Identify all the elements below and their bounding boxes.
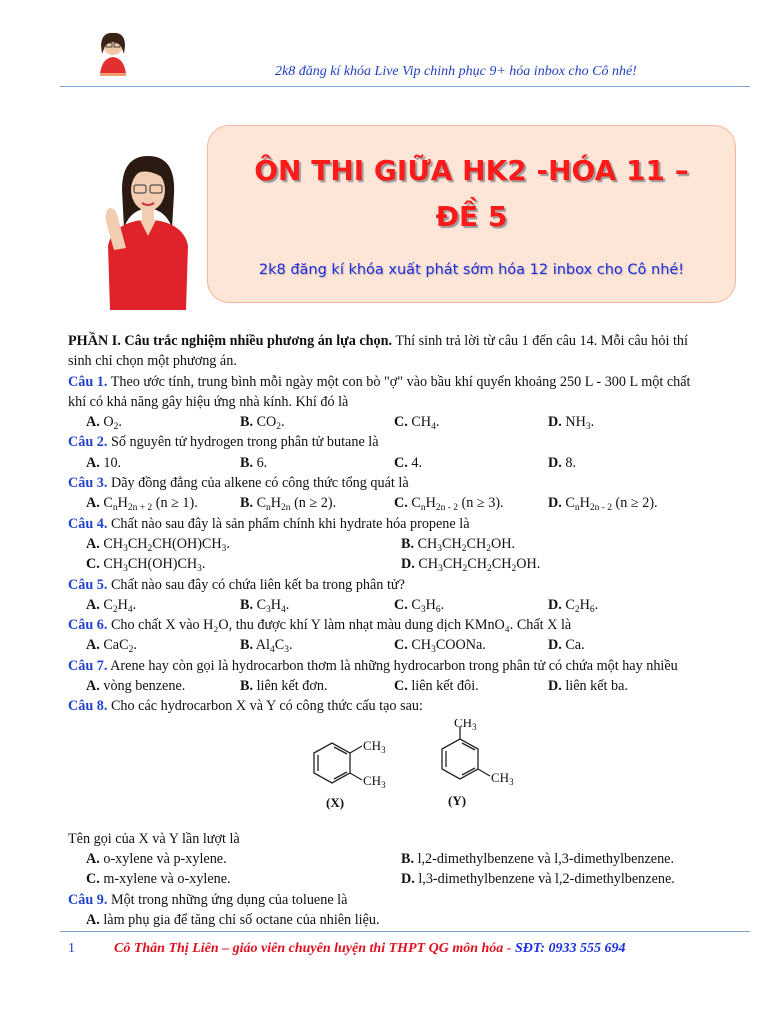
question-text: Một trong những ứng dụng của toluene là	[107, 891, 348, 908]
question-label: Câu 6.	[68, 617, 108, 634]
option-d[interactable]: D. Ca.	[548, 637, 585, 654]
section-heading: PHẦN I. Câu trắc nghiệm nhiều phương án lựa chọn.	[68, 333, 393, 349]
answer-options	[68, 595, 704, 615]
option-c[interactable]: C. liên kết đôi.	[394, 678, 479, 695]
question-1	[68, 372, 704, 413]
header-divider	[60, 86, 750, 87]
option-b[interactable]: B. liên kết đơn.	[240, 678, 328, 695]
footer-credit	[114, 941, 626, 957]
structure-figures	[68, 719, 704, 829]
footer-divider	[60, 931, 750, 932]
question-5	[68, 575, 704, 595]
option-d[interactable]: D. $C_2H_6$.	[548, 596, 599, 615]
question-3	[68, 473, 704, 493]
question-text: Theo ước tính, trung bình mỗi ngày một con bò "ợ" vào bầu khí quyển khoảng 250 L - 300 L một chất khí có khả năng gây hiệu ứng nhà kính. Khí đó là	[68, 373, 691, 410]
option-c[interactable]: C. $C_3H_6$.	[394, 596, 445, 615]
question-6	[68, 615, 704, 635]
title-banner	[207, 125, 736, 303]
question-label: Câu 3.	[68, 475, 108, 492]
option-c[interactable]: C. $CH_3COONa$.	[394, 637, 486, 656]
option-d[interactable]: D. l,3-dimethylbenzene và l,2-dimethylbenzene.	[401, 871, 675, 888]
methyl-label: $CH_3$	[454, 718, 477, 732]
page-number: 1	[68, 941, 75, 956]
question-text: Cho các hydrocarbon X và Y có công thức cấu tạo sau:	[107, 698, 423, 715]
option-c[interactable]: C. $CH_4$.	[394, 414, 440, 433]
option-a[interactable]: A. $C_nH_{2n + 2}$ (n ≥ 1).	[86, 495, 198, 514]
question-text: Arene hay còn gọi là hydrocarbon thơm là những hydrocarbon trong phân tử có chứa một hay nhiều	[107, 657, 678, 674]
exam-title-line1: ÔN THI GIỮA HK2 -HÓA 11 –	[254, 154, 689, 187]
section-intro	[68, 331, 704, 372]
option-b[interactable]: B. l,2-dimethylbenzene và l,3-dimethylbenzene.	[401, 850, 675, 867]
banner-subtitle: 2k8 đăng kí khóa xuất phát sớm hóa 12 inbox cho Cô nhé!	[258, 262, 685, 278]
question-text: Chất nào sau đây là sản phẩm chính khi hydrate hóa propene là	[107, 515, 470, 532]
answer-options	[68, 453, 704, 473]
option-b[interactable]: B. $C_3H_4$.	[240, 596, 290, 615]
question-7	[68, 656, 704, 676]
question-label: Câu 9.	[68, 891, 108, 908]
option-d[interactable]: D. 8.	[548, 454, 576, 471]
option-a[interactable]: A. $C_2H_4$.	[86, 596, 137, 615]
option-c[interactable]: C. m-xylene và o-xylene.	[86, 871, 231, 888]
option-c[interactable]: C. $CH_3CH(OH)CH_3$.	[86, 556, 206, 575]
exam-title	[208, 148, 735, 240]
question-2	[68, 432, 704, 452]
answer-options	[68, 849, 704, 869]
methyl-label: $CH_3$	[363, 737, 386, 755]
option-a[interactable]: A. $O_2$.	[86, 414, 122, 433]
question-label: Câu 2.	[68, 434, 108, 451]
answer-options	[68, 910, 704, 930]
question-label: Câu 8.	[68, 698, 108, 715]
question-4	[68, 514, 704, 534]
methyl-label: $CH_3$	[491, 769, 514, 787]
question-label: Câu 1.	[68, 373, 108, 390]
question-8-prompt: Tên gọi của X và Y lần lượt là	[68, 830, 240, 847]
question-text: Dãy đồng đẳng của alkene có công thức tổng quát là	[107, 475, 409, 492]
question-text: Cho chất X vào H₂O, thu được khí Y làm nhạt màu dung dịch KMnO₄. Chất X là	[107, 617, 572, 634]
header-banner-text: 2k8 đăng kí khóa Live Vip chinh phục 9+ hóa inbox cho Cô nhé!	[275, 64, 637, 79]
answer-options	[68, 493, 704, 513]
option-d[interactable]: D. $NH_3$.	[548, 414, 595, 433]
exam-content	[68, 331, 704, 930]
option-b[interactable]: B. 6.	[240, 454, 268, 471]
option-b[interactable]: B. $CO_2$.	[240, 414, 285, 433]
question-9	[68, 890, 704, 910]
option-a[interactable]: A. làm phụ gia để tăng chỉ số octane của nhiên liệu.	[86, 911, 380, 928]
option-c[interactable]: C. $C_nH_{2n - 2}$ (n ≥ 3).	[394, 495, 504, 514]
question-label: Câu 7.	[68, 657, 108, 674]
option-a[interactable]: A. CaC$_2$.	[86, 637, 137, 656]
structure-x-label: (X)	[326, 794, 345, 810]
question-label: Câu 5.	[68, 576, 108, 593]
structure-x	[314, 743, 362, 783]
question-8	[68, 696, 704, 716]
answer-options	[68, 676, 704, 696]
option-a[interactable]: A. o-xylene và p-xylene.	[86, 850, 227, 867]
option-a[interactable]: A. $CH_3CH_2CH(OH)CH_3$.	[86, 535, 230, 554]
answer-options	[68, 534, 704, 554]
option-b[interactable]: B. $Al_4C_3$.	[240, 637, 293, 656]
structure-y	[442, 727, 490, 779]
option-b[interactable]: B. $C_nH_{2n}$ (n ≥ 2).	[240, 495, 337, 514]
footer-teacher: Cô Thân Thị Liên – giáo viên chuyên luyện thi THPT QG môn hóa -	[114, 941, 515, 956]
teacher-photo	[100, 150, 196, 310]
question-text: Số nguyên tử hydrogen trong phân tử butane là	[107, 434, 379, 451]
answer-options	[68, 635, 704, 655]
xylene-structures	[286, 719, 526, 815]
answer-options	[68, 412, 704, 432]
methyl-label: $CH_3$	[363, 772, 386, 790]
question-label: Câu 4.	[68, 515, 108, 532]
exam-title-line2: ĐỀ 5	[435, 200, 508, 233]
option-d[interactable]: D. $CH_3CH_2CH_2CH_2OH$.	[401, 556, 541, 575]
footer-phone: SĐT: 0933 555 694	[514, 941, 626, 956]
teacher-logo	[88, 28, 138, 78]
question-text: Chất nào sau đây có chứa liên kết ba trong phân tử?	[107, 576, 405, 593]
option-a[interactable]: A. 10.	[86, 454, 122, 471]
option-b[interactable]: B. $CH_3CH_2CH_2OH$.	[401, 535, 516, 554]
answer-options	[68, 869, 704, 889]
option-d[interactable]: D. liên kết ba.	[548, 678, 628, 695]
option-d[interactable]: D. $C_nH_{2n - 2}$ (n ≥ 2).	[548, 495, 658, 514]
section-instruction: Thí sinh trả lời từ câu 1 đến câu 14. Mỗi câu hỏi thí sinh chỉ chọn một phương án.	[68, 333, 688, 370]
structure-y-label: (Y)	[448, 792, 467, 808]
option-a[interactable]: A. vòng benzene.	[86, 678, 186, 695]
answer-options	[68, 554, 704, 574]
option-c[interactable]: C. 4.	[394, 454, 422, 471]
